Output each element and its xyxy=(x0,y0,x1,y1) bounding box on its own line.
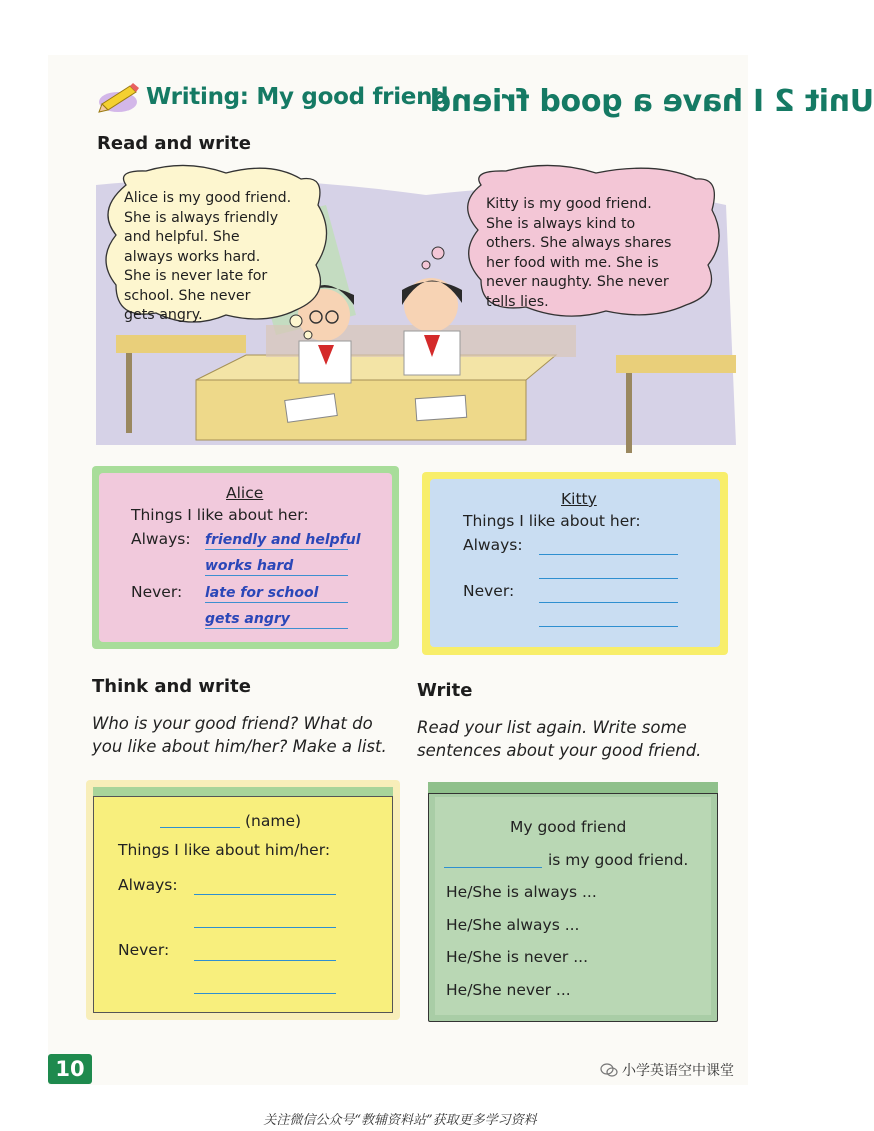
alice-card-title: Alice xyxy=(226,484,264,502)
notebook-line: He/She is always ... xyxy=(446,883,597,901)
list-card xyxy=(93,787,393,1013)
section-heading-read-and-write: Read and write xyxy=(97,133,251,154)
kitty-always-blank[interactable] xyxy=(539,577,678,579)
pencil-icon xyxy=(96,78,142,116)
alice-never-item: gets angry xyxy=(205,611,348,629)
instruction-line: you like about him/her? Make a list. xyxy=(92,737,387,756)
instruction-line: Who is your good friend? What do xyxy=(92,714,373,733)
kitty-card-title: Kitty xyxy=(561,490,597,508)
bubble-line: and helpful. She xyxy=(124,229,240,245)
instruction-line: sentences about your good friend. xyxy=(417,741,702,760)
bubble-line: Kitty is my good friend. xyxy=(486,196,652,212)
notebook-line: He/She is never ... xyxy=(446,948,588,966)
footer-text: 关注微信公众号“教辅资料站”获取更多学习资料 xyxy=(263,1113,537,1128)
list-always-label: Always: xyxy=(118,876,178,894)
list-card-top-strip xyxy=(93,787,393,797)
thought-bubble-kitty xyxy=(486,195,671,312)
section-heading-write: Write xyxy=(417,680,473,701)
bubble-line: others. She always shares xyxy=(486,235,672,251)
instruction-line: Read your list again. Write some xyxy=(417,718,687,737)
bubble-line: school. She never xyxy=(124,287,251,304)
notebook-binding xyxy=(428,782,718,794)
alice-always-item: works hard xyxy=(205,558,348,576)
bubble-line: never naughty. She never xyxy=(486,274,669,290)
page-header xyxy=(96,78,448,116)
list-always-blank[interactable] xyxy=(194,926,336,928)
bubble-line: gets angry. xyxy=(124,307,203,323)
section-heading-think-and-write: Think and write xyxy=(92,676,251,697)
bubble-line: always works hard. xyxy=(124,248,261,265)
notebook-name-blank[interactable] xyxy=(444,866,542,868)
kitty-never-blank[interactable] xyxy=(539,625,678,627)
list-never-blank[interactable] xyxy=(194,992,336,994)
bubble-line: She is always kind to xyxy=(486,215,636,232)
show-through-title: Unit 2 I have a good friend xyxy=(430,84,874,119)
watermark xyxy=(600,1060,734,1080)
notebook-line: He/She never ... xyxy=(446,981,571,999)
list-never-label: Never: xyxy=(118,941,170,959)
bubble-line: She is never late for xyxy=(124,268,268,284)
kitty-always-blank[interactable] xyxy=(539,553,678,555)
page-number: 10 xyxy=(48,1054,92,1084)
notebook-line: is my good friend. xyxy=(548,851,689,869)
thought-bubble-alice xyxy=(124,189,291,326)
kitty-never-blank[interactable] xyxy=(539,601,678,603)
bubble-line: Alice is my good friend. xyxy=(124,190,292,206)
list-always-blank[interactable] xyxy=(194,893,336,895)
page-title: Writing: My good friend xyxy=(146,84,449,110)
kitty-things-label: Things I like about her: xyxy=(463,512,641,530)
alice-things-label: Things I like about her: xyxy=(131,506,309,524)
alice-never-item: late for school xyxy=(205,585,348,603)
write-instructions xyxy=(417,716,701,762)
name-blank[interactable] xyxy=(160,826,240,828)
list-never-blank[interactable] xyxy=(194,959,336,961)
kitty-never-label: Never: xyxy=(463,582,515,600)
bubble-line: tells lies. xyxy=(486,293,549,310)
alice-never-label: Never: xyxy=(131,583,183,601)
think-instructions xyxy=(92,712,387,758)
kitty-always-label: Always: xyxy=(463,536,523,554)
notebook-title: My good friend xyxy=(510,818,627,836)
name-label: (name) xyxy=(245,812,302,830)
bubble-line: She is always friendly xyxy=(124,209,279,226)
alice-always-item: friendly and helpful xyxy=(205,532,361,548)
notebook-line: He/She always ... xyxy=(446,916,580,934)
bubble-line: her food with me. She is xyxy=(486,254,659,271)
list-things-label: Things I like about him/her: xyxy=(118,841,331,859)
alice-always-label: Always: xyxy=(131,530,191,548)
wechat-icon xyxy=(600,1063,618,1077)
watermark-text: 小学英语空中课堂 xyxy=(622,1063,734,1079)
